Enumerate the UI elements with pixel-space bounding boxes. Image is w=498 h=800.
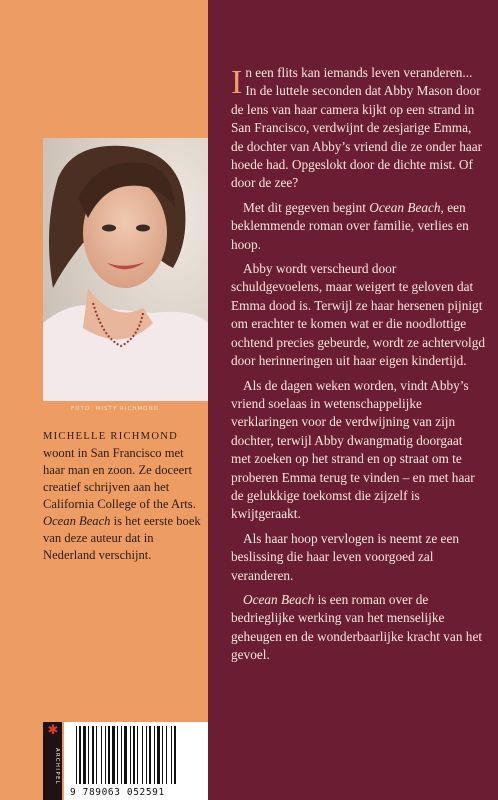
blurb-paragraph-1 [231,64,485,193]
blurb-book-title: Ocean Beach [369,199,441,215]
author-photo [43,138,208,401]
blurb [231,64,485,671]
publisher-star-icon: ✱ [47,723,59,738]
blurb-paragraph-5: Als haar hoop vervlogen is neemt ze een beslissing die haar leven voorgoed zal veranderen. [231,530,459,583]
bio-book-title: Ocean Beach [43,514,111,528]
blurb-book-title-2: Ocean Beach [243,591,315,607]
blurb-paragraph-6 [231,591,485,665]
isbn-barcode [64,722,208,800]
blurb-paragraph-2-post: , een beklemmende roman over familie, verlies en hoop. [231,199,469,252]
barcode-bars [76,726,196,786]
author-bio [43,428,205,564]
drop-cap: I [231,64,243,101]
photo-credit: FOTO: MISTY RICHMOND [71,406,159,412]
publisher-name: ARCHIPEL [54,748,60,786]
blurb-paragraph-3: Abby wordt verscheurd door schuldgevoelens, maar weigert te geloven dat Emma dood is. Terwijl ze haar hersenen pijnigt om erachter te komen wat er die noodlottige ochtend precies gebeurde, wordt ze achtervolgd door herinneringen uit haar eigen kindertijd. [231,261,486,369]
bio-text-1: woont in San Francisco met haar man en zoon. Ze doceert creatief schrijven aan het California College of the Arts. [43,446,196,511]
bio-text-2: is het eerste boek van deze auteur dat in Nederland verschijnt. [43,514,201,562]
blurb-paragraph-1-text: n een flits kan iemands leven veranderen... In de luttele seconden dat Abby Mason door de lens van haar camera kijkt op een strand in San Francisco, verdwijnt de zesjarige Emma, de dochter van Abby’s vriend die ze onder haar hoede had. Opgeslokt door de dichte mist. Of door de zee? [231,65,483,191]
blurb-paragraph-4: Als de dagen weken worden, vindt Abby’s vriend soelaas in wetenschappelijke verklaringen voor de verdwijning van zijn dochter, terwijl Abby dwangmatig doorgaat met zoeken op het strand en op straat om te proberen Emma terug te vinden – en met haar de gelukkige toekomst die zijzelf is kwijtgeraakt. [231,377,475,522]
author-name: MICHELLE RICHMOND [43,431,178,442]
blurb-paragraph-6-text: is een roman over de bedrieglijke werking van het menselijke geheugen en de wonderbaarlijke kracht van het gevoel. [231,591,483,663]
isbn-number: 9 789063 052591 [70,787,165,798]
blurb-paragraph-2-pre: Met dit gegeven begint [243,199,370,215]
blurb-paragraph-2 [231,199,485,254]
